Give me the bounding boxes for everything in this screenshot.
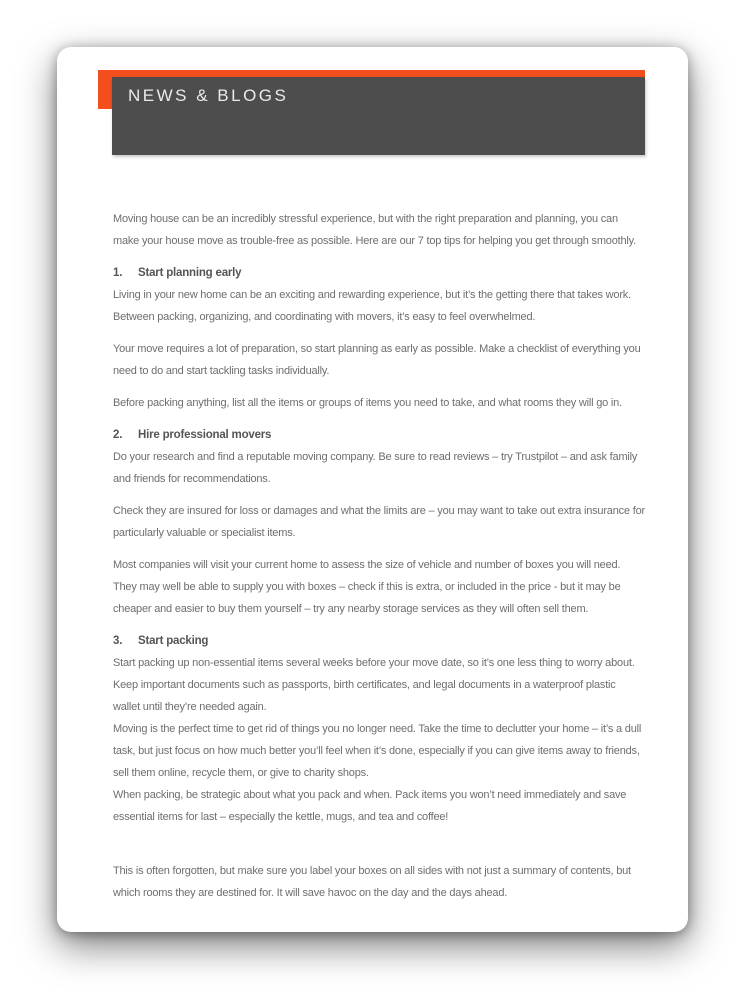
article-body <box>57 155 688 904</box>
section-heading-1 <box>113 262 645 284</box>
section-heading-2 <box>113 424 645 446</box>
closing-paragraph: This is often forgotten, but make sure you label your boxes on all sides with not just a summary of contents, but which rooms they are destined for. It will save havoc on the day and the days ahead. <box>113 865 631 899</box>
intro-paragraph: Moving house can be an incredibly stressful experience, but with the right preparation and planning, you can make your house move as trouble-free as possible. Here are our 7 top tips for helping you get through smoothly. <box>113 213 637 247</box>
paragraph: When packing, be strategic about what you pack and when. Pack items you won’t need immediately and save essential items for last – especially the kettle, mugs, and tea and coffee! <box>113 789 627 823</box>
paragraph: Check they are insured for loss or damages and what the limits are – you may want to take out extra insurance for particularly valuable or specialist items. <box>113 505 645 539</box>
section-number: 1. <box>113 267 123 279</box>
section-number: 3. <box>113 635 123 647</box>
paragraph: Living in your new home can be an exciting and rewarding experience, but it’s the getting there that takes work. Between packing, organizing, and coordinating with movers, it’s easy to feel overwhelmed. <box>113 289 631 323</box>
paragraph: Start packing up non-essential items several weeks before your move date, so it’s one less thing to worry about. Keep important documents such as passports, birth certificates, and legal documents in a waterproof plastic wallet until they’re needed again. <box>113 657 635 713</box>
section-title: Start planning early <box>138 267 242 279</box>
page-title: NEWS & BLOGS <box>128 86 289 105</box>
section-number: 2. <box>113 429 123 441</box>
section-title: Hire professional movers <box>138 429 272 441</box>
page-header <box>98 70 645 155</box>
paragraph: Do your research and find a reputable moving company. Be sure to read reviews – try Trustpilot – and ask family and friends for recommendations. <box>113 451 638 485</box>
paragraph: Moving is the perfect time to get rid of things you no longer need. Take the time to declutter your home – it’s a dull task, but just focus on how much better you’ll feel when it’s done, especially if you can give items away to friends, sell them online, recycle them, or give to charity shops. <box>113 723 642 779</box>
paragraph: Before packing anything, list all the items or groups of items you need to take, and what rooms they will go in. <box>113 397 622 409</box>
paragraph: Your move requires a lot of preparation, so start planning as early as possible. Make a checklist of everything you need to do and start tackling tasks individually. <box>113 343 641 377</box>
section-title: Start packing <box>138 635 209 647</box>
header-banner <box>112 77 645 155</box>
page-card <box>57 47 688 932</box>
paragraph: Most companies will visit your current home to assess the size of vehicle and number of boxes you will need. They may well be able to supply you with boxes – check if this is extra, or included in the price - but it may be cheaper and easier to buy them yourself – try any nearby storage services as they will often sell them. <box>113 559 621 615</box>
section-heading-3 <box>113 630 645 652</box>
